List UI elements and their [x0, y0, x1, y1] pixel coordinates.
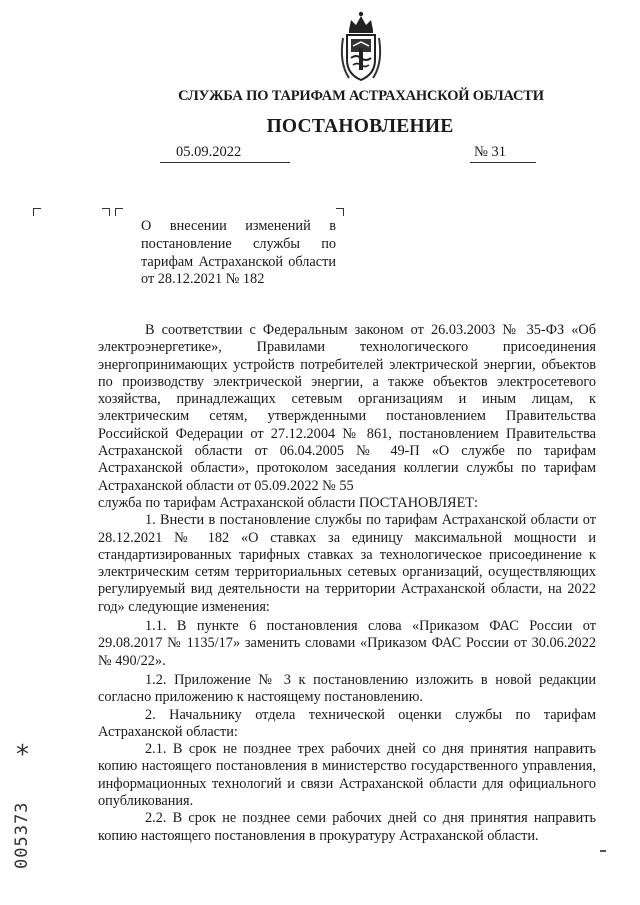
paragraph-1-2: 1.2. Приложение № 3 к постановлению изложить в новой редакции согласно приложению к настоящему постановлению. [98, 671, 596, 706]
document-type: ПОСТАНОВЛЕНИЕ [266, 116, 454, 137]
bracket-top-left-inner [115, 208, 123, 216]
organization-name: СЛУЖБА ПО ТАРИФАМ АСТРАХАНСКОЙ ОБЛАСТИ [178, 88, 544, 104]
document-number: № 31 [474, 144, 506, 160]
document-body [98, 322, 596, 845]
paragraph-1-1: 1.1. В пункте 6 постановления слова «Приказом ФАС России от 29.08.2017 № 1135/17» заменить словами «Приказом ФАС России от 30.06.2022 № 490/22». [98, 618, 596, 669]
side-registration-stamp [12, 740, 42, 900]
registration-number: 005373 [12, 801, 32, 869]
paragraph-2-1: 2.1. В срок не позднее трех рабочих дней со дня принятия направить копию настоящего постановления в министерство государственного управления, информационных технологий и связи Астраханской области для официального опубликования. [98, 741, 596, 810]
number-underline [470, 162, 536, 163]
document-date: 05.09.2022 [176, 144, 242, 160]
bracket-top-left [33, 208, 41, 216]
paragraph-2-2: 2.2. В срок не позднее семи рабочих дней со дня принятия направить копию настоящего постановления в прокуратуру Астраханской области. [98, 810, 596, 844]
coat-of-arms-emblem [335, 8, 387, 86]
asterisk-mark: * [16, 740, 29, 770]
paragraph-1: 1. Внести в постановление службы по тарифам Астраханской области от 28.12.2021 № 182 «О ставках за единицу максимальной мощности и стандартизированных тарифных ставках за технологическое присоединение к электрическим сетям территориальных сетевых организаций, осуществляющих регулируемый вид деятельности на территории Астраханской области, на 2022 год» следующие изменения: [98, 512, 596, 615]
date-underline [160, 162, 290, 163]
preamble-paragraph: В соответствии с Федеральным законом от 26.03.2003 № 35-ФЗ «Об электроэнергетике», Правилами технологического присоединения энергопринимающих устройств потребителей электрической энергии, объектов по производству электрической энергии, а также объектов электросетевого хозяйства, принадлежащих сетевым организациям и иным лицам, к электрическим сетям, утвержденными постановлением Правительства Российской Федерации от 27.12.2004 № 861, постановлением Правительства Астраханской области от 06.04.2005 № 49-П «О службе по тарифам Астраханской области», протоколом заседания коллегии службы по тарифам Астраханской области от 05.09.2022 № 55 [98, 322, 596, 494]
paragraph-2: 2. Начальнику отдела технической оценки службы по тарифам Астраханской области: [98, 706, 596, 740]
edge-mark [600, 850, 606, 852]
resolves-line: служба по тарифам Астраханской области ПОСТАНОВЛЯЕТ: [98, 494, 479, 511]
bracket-top-right [336, 208, 344, 216]
document-subject: О внесении изменений в постановление службы по тарифам Астраханской области от 28.12.2021 № 182 [141, 218, 336, 288]
bracket-top-right-inner [102, 208, 110, 216]
